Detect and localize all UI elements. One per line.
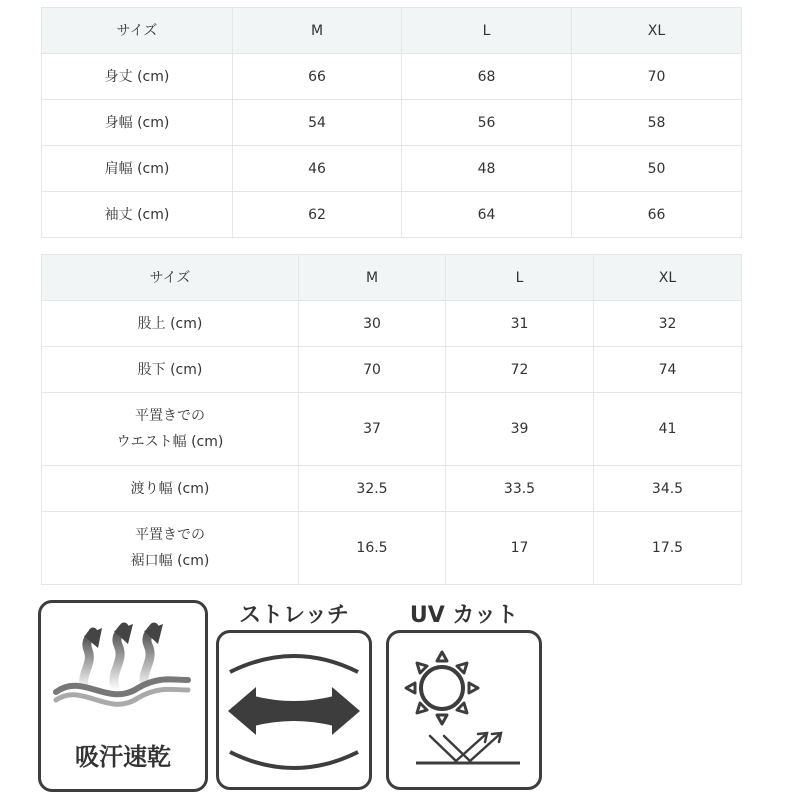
table-cell: 50	[572, 146, 742, 192]
table-cell: 16.5	[299, 512, 446, 585]
sun-uv-reflect-icon	[386, 630, 542, 790]
table-row	[42, 347, 742, 393]
header-cell: L	[446, 255, 594, 301]
table-cell: 66	[572, 192, 742, 238]
table-cell: 72	[446, 347, 594, 393]
row-label: 平置きでの ウエスト幅 (cm)	[42, 393, 299, 466]
header-cell: サイズ	[42, 255, 299, 301]
table-row	[42, 192, 742, 238]
header-cell: M	[233, 8, 402, 54]
row-label: 身幅 (cm)	[42, 100, 233, 146]
table-cell: 64	[402, 192, 572, 238]
badge-label: UV カット	[409, 603, 519, 628]
badge-label: 吸汗速乾	[75, 743, 171, 771]
table-cell: 41	[594, 393, 742, 466]
row-label: 身丈 (cm)	[42, 54, 233, 100]
table-header-row	[42, 255, 742, 301]
header-cell: M	[299, 255, 446, 301]
table-cell: 74	[594, 347, 742, 393]
table-cell: 54	[233, 100, 402, 146]
tops-size-table	[41, 7, 742, 238]
header-cell: XL	[594, 255, 742, 301]
row-label: 袖丈 (cm)	[42, 192, 233, 238]
table-row	[42, 146, 742, 192]
table-cell: 32	[594, 301, 742, 347]
badge-label: ストレッチ	[239, 603, 349, 628]
header-cell: XL	[572, 8, 742, 54]
bottoms-size-table	[41, 254, 742, 585]
table-row	[42, 100, 742, 146]
table-cell: 31	[446, 301, 594, 347]
table-cell: 34.5	[594, 466, 742, 512]
table-row	[42, 512, 742, 585]
stretch-arrows-icon	[216, 630, 372, 790]
table-cell: 62	[233, 192, 402, 238]
table-cell: 17	[446, 512, 594, 585]
table-row	[42, 393, 742, 466]
table-row	[42, 301, 742, 347]
row-label: 平置きでの 裾口幅 (cm)	[42, 512, 299, 585]
table-cell: 30	[299, 301, 446, 347]
header-cell: サイズ	[42, 8, 233, 54]
table-cell: 32.5	[299, 466, 446, 512]
table-cell: 70	[572, 54, 742, 100]
table-cell: 56	[402, 100, 572, 146]
table-header-row	[42, 8, 742, 54]
table-row	[42, 466, 742, 512]
table-cell: 58	[572, 100, 742, 146]
table-cell: 70	[299, 347, 446, 393]
rising-heat-arrows-icon	[38, 600, 208, 735]
row-label: 股上 (cm)	[42, 301, 299, 347]
table-cell: 66	[233, 54, 402, 100]
table-cell: 33.5	[446, 466, 594, 512]
table-cell: 48	[402, 146, 572, 192]
table-cell: 39	[446, 393, 594, 466]
table-cell: 37	[299, 393, 446, 466]
row-label: 股下 (cm)	[42, 347, 299, 393]
table-row	[42, 54, 742, 100]
table-cell: 17.5	[594, 512, 742, 585]
row-label: 渡り幅 (cm)	[42, 466, 299, 512]
table-cell: 46	[233, 146, 402, 192]
row-label: 肩幅 (cm)	[42, 146, 233, 192]
table-cell: 68	[402, 54, 572, 100]
header-cell: L	[402, 8, 572, 54]
